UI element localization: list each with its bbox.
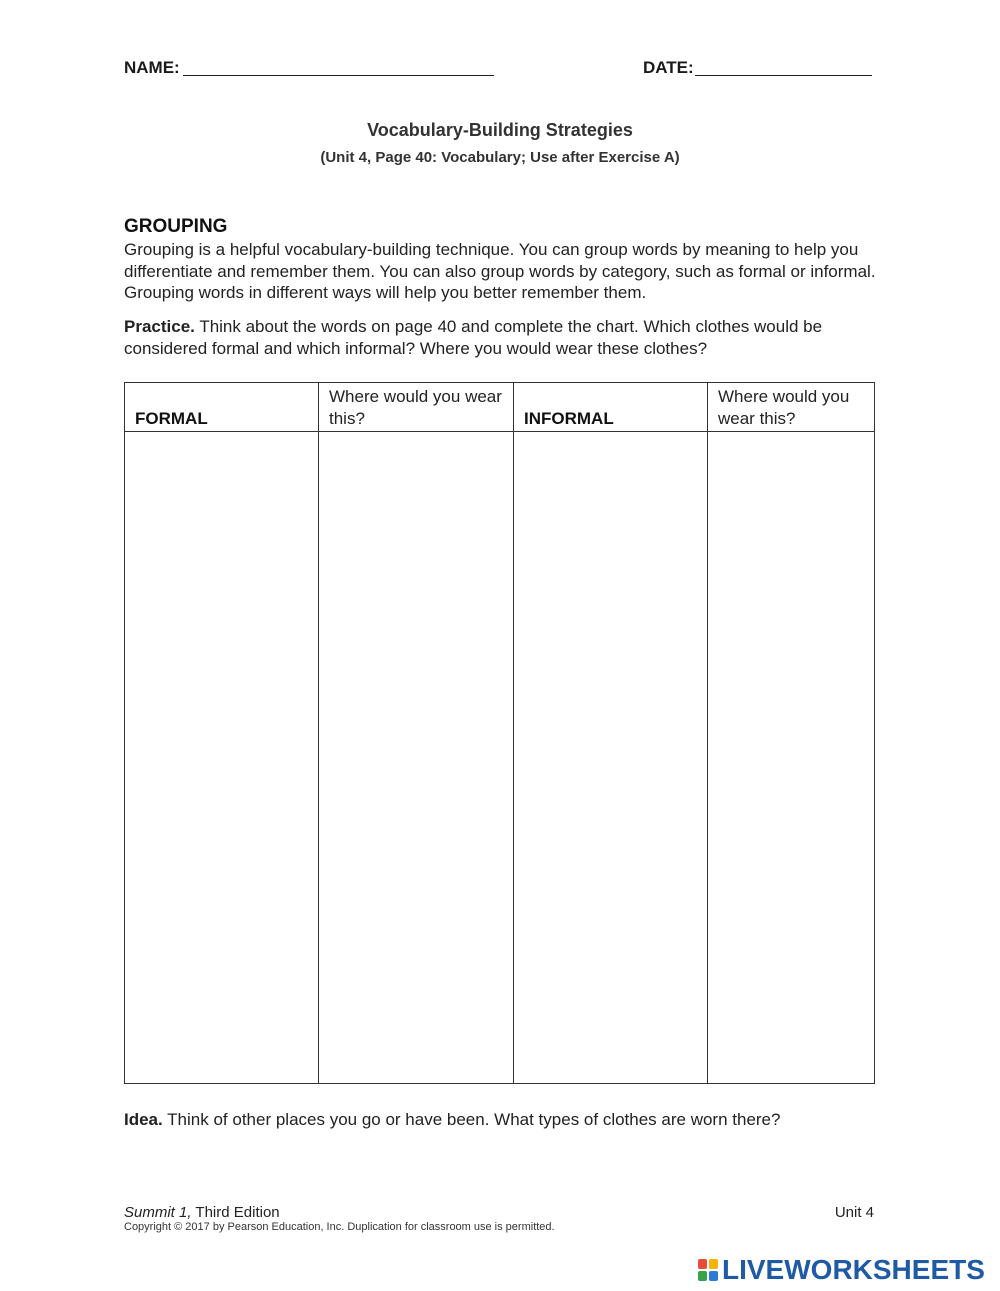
chart-answer-row bbox=[125, 432, 875, 1084]
idea-label: Idea. bbox=[124, 1110, 163, 1129]
grouping-heading: GROUPING bbox=[124, 216, 228, 237]
logo-text: LIVEWORKSHEETS bbox=[722, 1254, 985, 1285]
col-informal: INFORMAL bbox=[514, 383, 708, 432]
practice-label: Practice. bbox=[124, 317, 195, 336]
informal-answer-cell[interactable] bbox=[514, 432, 708, 1084]
footer-book-title: Summit 1, bbox=[124, 1204, 192, 1221]
formal-where-answer-cell[interactable] bbox=[319, 432, 514, 1084]
practice-text: Think about the words on page 40 and complete the chart. Which clothes would be considered formal and which informal? Where you would wear these clothes? bbox=[124, 317, 823, 358]
page-title: Vocabulary-Building Strategies bbox=[367, 120, 633, 140]
date-field[interactable] bbox=[695, 75, 872, 76]
logo-blocks-icon bbox=[698, 1259, 718, 1281]
practice-paragraph bbox=[124, 316, 876, 359]
date-label: DATE: bbox=[643, 58, 694, 77]
name-field[interactable] bbox=[183, 75, 494, 76]
idea-text: Think of other places you go or have been. What types of clothes are worn there? bbox=[167, 1110, 781, 1129]
col-where-formal: Where would you wear this? bbox=[319, 383, 514, 432]
footer-edition: Third Edition bbox=[195, 1204, 280, 1221]
page-subtitle: (Unit 4, Page 40: Vocabulary; Use after Exercise A) bbox=[320, 149, 680, 166]
informal-where-answer-cell[interactable] bbox=[708, 432, 875, 1084]
liveworksheets-logo bbox=[698, 1255, 985, 1285]
footer-unit: Unit 4 bbox=[834, 1204, 874, 1221]
formal-answer-cell[interactable] bbox=[125, 432, 319, 1084]
col-where-informal: Where would you wear this? bbox=[708, 383, 875, 432]
footer-copyright: Copyright © 2017 by Pearson Education, Inc. Duplication for classroom use is permitted. bbox=[124, 1221, 555, 1233]
chart-header-row bbox=[125, 383, 875, 432]
idea-paragraph bbox=[124, 1109, 876, 1131]
name-label: NAME: bbox=[124, 58, 180, 77]
col-formal: FORMAL bbox=[125, 383, 319, 432]
grouping-body: Grouping is a helpful vocabulary-building technique. You can group words by meaning to help you differentiate and remember them. You can also group words by category, such as formal or informal. Grouping words in different ways will help you better remember them. bbox=[124, 240, 876, 302]
footer-book bbox=[124, 1204, 280, 1221]
vocabulary-chart bbox=[124, 382, 875, 1084]
